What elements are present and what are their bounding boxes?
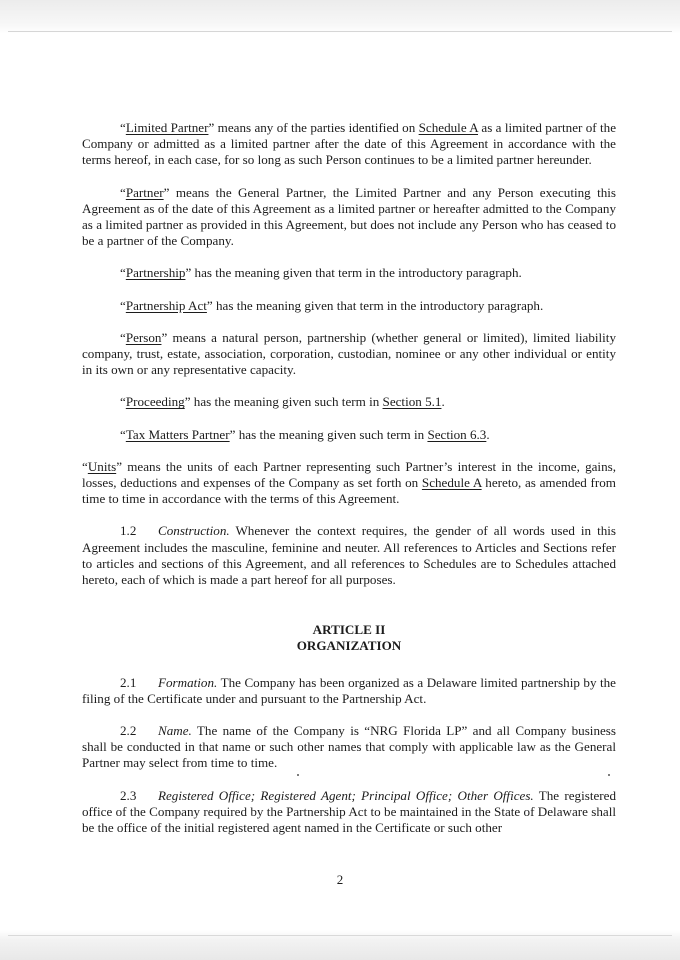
section-number: 2.2 bbox=[120, 723, 137, 739]
cross-reference: Section 6.3 bbox=[427, 426, 487, 442]
defined-term: Limited Partner bbox=[125, 120, 209, 135]
section-title: Construction. bbox=[158, 523, 230, 539]
cross-reference: Schedule A bbox=[421, 475, 482, 491]
definition-tax-matters-partner: “Tax Matters Partner” has the meaning given such term in Section 6.3. bbox=[120, 426, 490, 442]
page-number: 2 bbox=[336, 872, 344, 887]
section-2-3-registered-office: 2.3 Registered Office; Registered Agent; Principal Office; Other Offices. The registered office of the Company required by the Partnership Act to be maintained in the State of Delaware shall be the office of the initial registered agent named in the Certificate or such other bbox=[82, 787, 616, 836]
defined-term: Person bbox=[125, 329, 162, 345]
defined-term: Partner bbox=[125, 184, 164, 200]
section-2-1-formation: 2.1 Formation. The Company has been organized as a Delaware limited partnership by the filing of the Certificate under and pursuant to the Partnership Act. bbox=[82, 674, 616, 706]
scan-bottom-edge bbox=[0, 930, 680, 960]
section-1-2-construction: 1.2 Construction. Whenever the context requires, the gender of all words used in this Agreement includes the masculine, feminine and neuter. All references to Articles and Sections refer to articles and sections of this Agreement, and all references to Schedules are to Schedules attached hereto, each of which is made a part hereof for all purposes. bbox=[82, 523, 616, 588]
defined-term: Partnership bbox=[125, 265, 186, 281]
definition-units: “Units” means the units of each Partner representing such Partner’s interest in the income, gains, losses, deductions and expenses of the Company as set forth on Schedule A hereto, as amended from time to time in accordance with the terms of this Agreement. bbox=[82, 458, 616, 507]
defined-term: Tax Matters Partner bbox=[125, 426, 230, 442]
cross-reference: Section 5.1 bbox=[382, 394, 442, 410]
section-title: Registered Office; Registered Agent; Principal Office; Other Offices. bbox=[158, 787, 534, 803]
definition-proceeding: “Proceeding” has the meaning given such term in Section 5.1. bbox=[120, 394, 445, 410]
defined-term: Units bbox=[87, 458, 117, 474]
section-number: 2.1 bbox=[120, 674, 137, 690]
section-number: 1.2 bbox=[120, 523, 137, 539]
definition-partner: “Partner” means the General Partner, the Limited Partner and any Person executing this Agreement as of the date of this Agreement as a limited partner or hereafter admitted to the Company as a limited partner as provided in this Agreement, but does not include any Person who has ceased to be a partner of the Company. bbox=[82, 184, 616, 249]
defined-term: Partnership Act bbox=[125, 297, 207, 313]
definition-partnership: “Partnership” has the meaning given that term in the introductory paragraph. bbox=[120, 265, 522, 281]
definition-partnership-act: “Partnership Act” has the meaning given that term in the introductory paragraph. bbox=[120, 297, 544, 313]
definition-limited-partner: “Limited Partner” means any of the parties identified on Schedule A as a limited partner of the Company or admitted as a limited partner after the date of this Agreement in accordance with the terms hereof, in each case, for so long as such Person continues to be a limited partner hereunder. bbox=[82, 120, 617, 168]
definition-person: “Person” means a natural person, partnership (whether general or limited), limited liability company, trust, estate, association, corporation, custodian, nominee or any other individual or entity in its own or any representative capacity. bbox=[82, 329, 616, 378]
section-number: 2.3 bbox=[120, 787, 137, 803]
scan-top-edge bbox=[0, 0, 680, 34]
cross-reference: Schedule A bbox=[418, 120, 479, 135]
article-subheading: ORGANIZATION bbox=[296, 638, 402, 654]
section-title: Name. bbox=[158, 723, 192, 739]
scan-speck bbox=[297, 774, 299, 776]
section-title: Formation. bbox=[158, 674, 218, 690]
document-page bbox=[82, 120, 616, 836]
section-2-2-name: 2.2 Name. The name of the Company is “NRG Florida LP” and all Company business shall be conducted in that name or such other names that comply with applicable law as the General Partner may select from time to time. bbox=[82, 723, 616, 771]
article-heading: ARTICLE II bbox=[312, 622, 386, 638]
defined-term: Proceeding bbox=[125, 394, 185, 410]
scan-speck bbox=[608, 774, 610, 776]
